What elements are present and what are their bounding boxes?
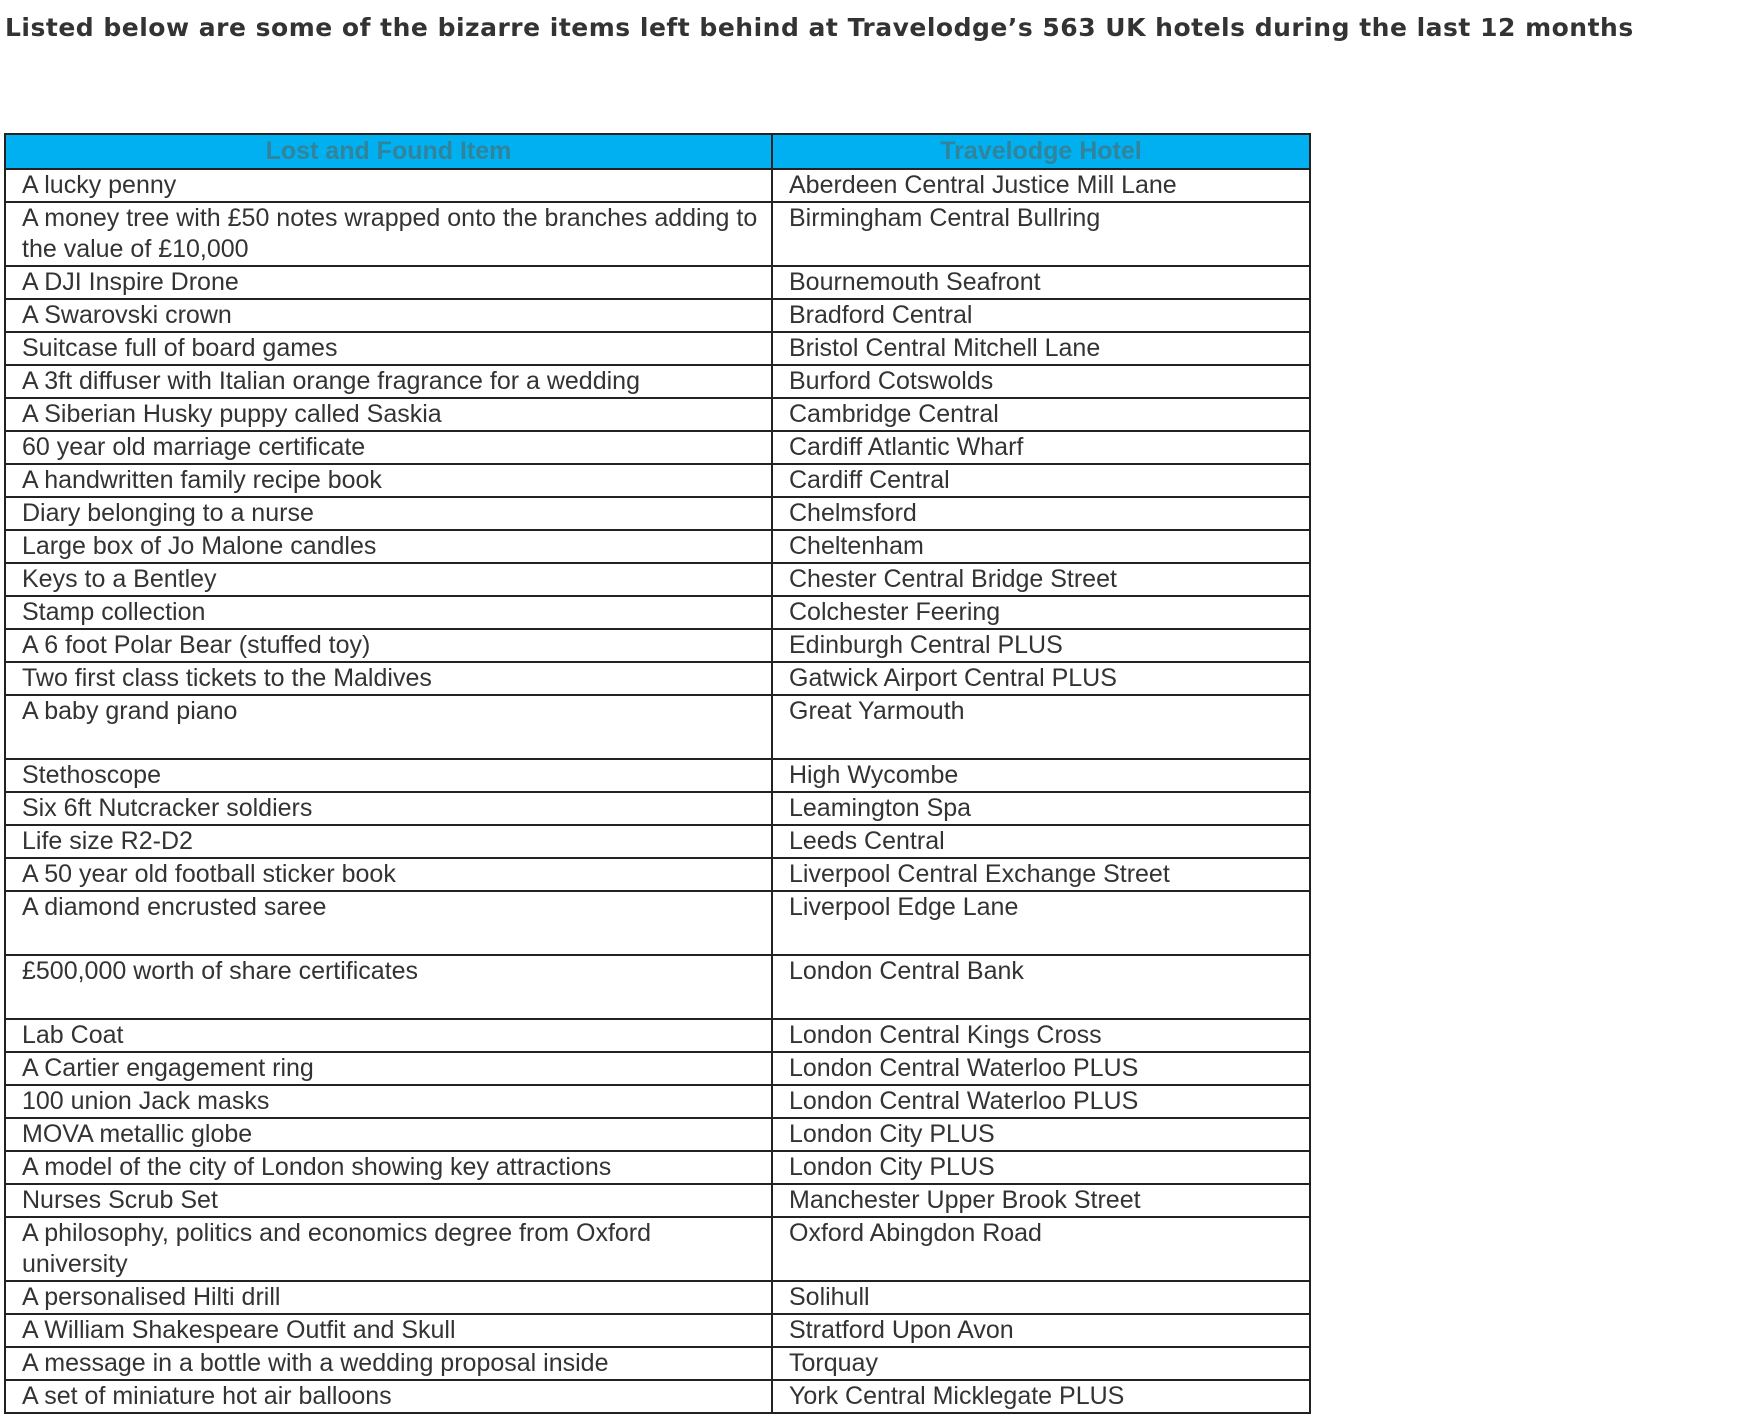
item-cell: A Swarovski crown bbox=[5, 299, 772, 332]
hotel-cell: London Central Waterloo PLUS bbox=[772, 1052, 1310, 1085]
item-cell: A Cartier engagement ring bbox=[5, 1052, 772, 1085]
table-row bbox=[5, 530, 1310, 563]
item-cell: A diamond encrusted saree bbox=[5, 891, 772, 955]
item-cell: £500,000 worth of share certificates bbox=[5, 955, 772, 1019]
hotel-cell: London Central Bank bbox=[772, 955, 1310, 1019]
item-cell: 100 union Jack masks bbox=[5, 1085, 772, 1118]
table-row bbox=[5, 431, 1310, 464]
hotel-cell: Chelmsford bbox=[772, 497, 1310, 530]
page-title: Listed below are some of the bizarre items left behind at Travelodge’s 563 UK hotels during the last 12 months bbox=[5, 13, 1634, 42]
item-cell: A handwritten family recipe book bbox=[5, 464, 772, 497]
table-row bbox=[5, 1151, 1310, 1184]
table-row bbox=[5, 1347, 1310, 1380]
item-cell: Keys to a Bentley bbox=[5, 563, 772, 596]
hotel-cell: Liverpool Central Exchange Street bbox=[772, 858, 1310, 891]
hotel-cell: Manchester Upper Brook Street bbox=[772, 1184, 1310, 1217]
hotel-cell: Bradford Central bbox=[772, 299, 1310, 332]
table-row bbox=[5, 825, 1310, 858]
table-row bbox=[5, 1019, 1310, 1052]
hotel-cell: Torquay bbox=[772, 1347, 1310, 1380]
table-row bbox=[5, 1052, 1310, 1085]
item-cell: A DJI Inspire Drone bbox=[5, 266, 772, 299]
hotel-cell: Oxford Abingdon Road bbox=[772, 1217, 1310, 1281]
table-row bbox=[5, 398, 1310, 431]
table-row bbox=[5, 629, 1310, 662]
item-cell: A Siberian Husky puppy called Saskia bbox=[5, 398, 772, 431]
hotel-cell: Cheltenham bbox=[772, 530, 1310, 563]
table-row bbox=[5, 299, 1310, 332]
hotel-cell: Colchester Feering bbox=[772, 596, 1310, 629]
table-row bbox=[5, 332, 1310, 365]
column-header-hotel: Travelodge Hotel bbox=[772, 134, 1310, 169]
hotel-cell: London Central Kings Cross bbox=[772, 1019, 1310, 1052]
table-row bbox=[5, 792, 1310, 825]
table-header-row bbox=[5, 134, 1310, 169]
item-cell: MOVA metallic globe bbox=[5, 1118, 772, 1151]
table-row bbox=[5, 759, 1310, 792]
hotel-cell: Bournemouth Seafront bbox=[772, 266, 1310, 299]
hotel-cell: Liverpool Edge Lane bbox=[772, 891, 1310, 955]
item-cell: Nurses Scrub Set bbox=[5, 1184, 772, 1217]
hotel-cell: Cardiff Atlantic Wharf bbox=[772, 431, 1310, 464]
item-cell: Life size R2-D2 bbox=[5, 825, 772, 858]
table-row bbox=[5, 891, 1310, 955]
item-cell: A lucky penny bbox=[5, 169, 772, 202]
table-row bbox=[5, 202, 1310, 266]
item-cell: A personalised Hilti drill bbox=[5, 1281, 772, 1314]
hotel-cell: London City PLUS bbox=[772, 1118, 1310, 1151]
table-row bbox=[5, 1184, 1310, 1217]
hotel-cell: Chester Central Bridge Street bbox=[772, 563, 1310, 596]
item-cell: A model of the city of London showing key attractions bbox=[5, 1151, 772, 1184]
item-cell: A message in a bottle with a wedding proposal inside bbox=[5, 1347, 772, 1380]
item-cell: A 6 foot Polar Bear (stuffed toy) bbox=[5, 629, 772, 662]
item-cell: A money tree with £50 notes wrapped onto the branches adding to the value of £10,000 bbox=[5, 202, 772, 266]
item-cell: Suitcase full of board games bbox=[5, 332, 772, 365]
item-cell: A 50 year old football sticker book bbox=[5, 858, 772, 891]
hotel-cell: York Central Micklegate PLUS bbox=[772, 1380, 1310, 1413]
table-row bbox=[5, 858, 1310, 891]
table-row bbox=[5, 266, 1310, 299]
item-cell: Lab Coat bbox=[5, 1019, 772, 1052]
item-cell: Stamp collection bbox=[5, 596, 772, 629]
lost-and-found-table bbox=[4, 133, 1311, 1414]
hotel-cell: Great Yarmouth bbox=[772, 695, 1310, 759]
table-row bbox=[5, 464, 1310, 497]
item-cell: Diary belonging to a nurse bbox=[5, 497, 772, 530]
table-row bbox=[5, 695, 1310, 759]
hotel-cell: Bristol Central Mitchell Lane bbox=[772, 332, 1310, 365]
table-row bbox=[5, 1118, 1310, 1151]
hotel-cell: Birmingham Central Bullring bbox=[772, 202, 1310, 266]
hotel-cell: Edinburgh Central PLUS bbox=[772, 629, 1310, 662]
item-cell: A 3ft diffuser with Italian orange fragrance for a wedding bbox=[5, 365, 772, 398]
hotel-cell: Solihull bbox=[772, 1281, 1310, 1314]
table-row bbox=[5, 563, 1310, 596]
table-row bbox=[5, 1281, 1310, 1314]
item-cell: Six 6ft Nutcracker soldiers bbox=[5, 792, 772, 825]
table-row bbox=[5, 955, 1310, 1019]
item-cell: Stethoscope bbox=[5, 759, 772, 792]
hotel-cell: Gatwick Airport Central PLUS bbox=[772, 662, 1310, 695]
hotel-cell: Stratford Upon Avon bbox=[772, 1314, 1310, 1347]
table-row bbox=[5, 1314, 1310, 1347]
hotel-cell: Cardiff Central bbox=[772, 464, 1310, 497]
table-row bbox=[5, 497, 1310, 530]
item-cell: Large box of Jo Malone candles bbox=[5, 530, 772, 563]
hotel-cell: Cambridge Central bbox=[772, 398, 1310, 431]
hotel-cell: Leeds Central bbox=[772, 825, 1310, 858]
item-cell: Two first class tickets to the Maldives bbox=[5, 662, 772, 695]
hotel-cell: Leamington Spa bbox=[772, 792, 1310, 825]
table-row bbox=[5, 365, 1310, 398]
hotel-cell: High Wycombe bbox=[772, 759, 1310, 792]
item-cell: A set of miniature hot air balloons bbox=[5, 1380, 772, 1413]
hotel-cell: Aberdeen Central Justice Mill Lane bbox=[772, 169, 1310, 202]
hotel-cell: London City PLUS bbox=[772, 1151, 1310, 1184]
item-cell: 60 year old marriage certificate bbox=[5, 431, 772, 464]
table-row bbox=[5, 596, 1310, 629]
hotel-cell: Burford Cotswolds bbox=[772, 365, 1310, 398]
hotel-cell: London Central Waterloo PLUS bbox=[772, 1085, 1310, 1118]
item-cell: A philosophy, politics and economics degree from Oxford university bbox=[5, 1217, 772, 1281]
table-row bbox=[5, 662, 1310, 695]
table-body bbox=[5, 169, 1310, 1413]
item-cell: A baby grand piano bbox=[5, 695, 772, 759]
table-row bbox=[5, 169, 1310, 202]
table-row bbox=[5, 1380, 1310, 1413]
table-row bbox=[5, 1217, 1310, 1281]
item-cell: A William Shakespeare Outfit and Skull bbox=[5, 1314, 772, 1347]
column-header-item: Lost and Found Item bbox=[5, 134, 772, 169]
table-row bbox=[5, 1085, 1310, 1118]
